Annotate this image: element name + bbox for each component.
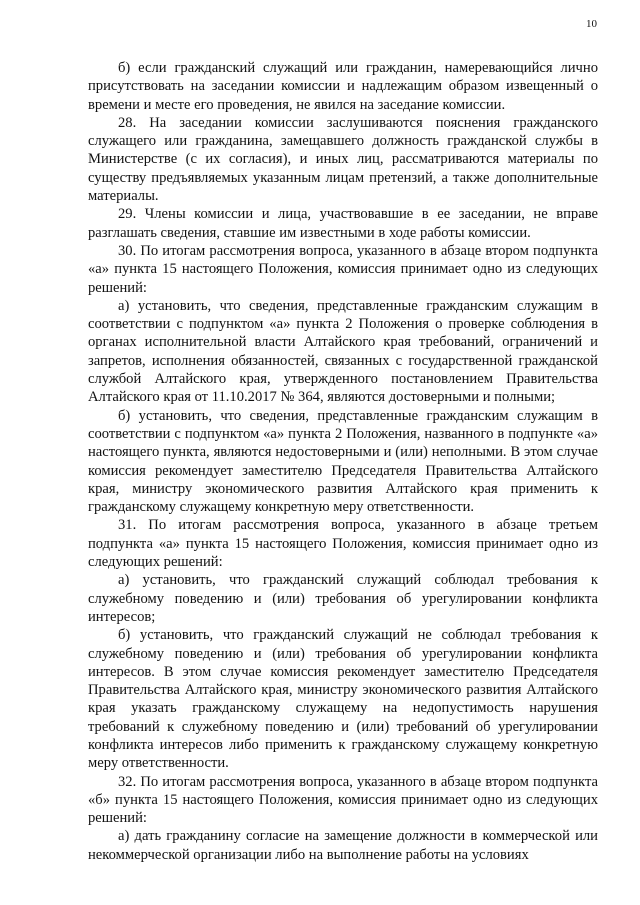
paragraph-31a: а) установить, что гражданский служащий соблюдал требования к служебному поведению и (или) требования об урегулировании конфликта интересов; xyxy=(88,572,598,625)
paragraph-29: 29. Члены комиссии и лица, участвовавшие в ее заседании, не вправе разглашать сведения, ставшие им известными в ходе работы комиссии. xyxy=(88,206,598,241)
paragraph-31: 31. По итогам рассмотрения вопроса, указанного в абзаце третьем подпункта «а» пункта 15 настоящего Положения, комиссия принимает одно из следующих решений: xyxy=(88,517,598,571)
paragraph-30a: а) установить, что сведения, представленные гражданским служащим в соответствии с подпунктом «а» пункта 2 Положения о проверке соблюдения в органах исполнительной власти Алтайского края требований, ограничений и запретов, исполнения обязанностей, связанных с государственной гражданской службой Алтайского края, утвержденного постановлением Правительства Алтайского края от 11.10.2017 № 364, являются достоверными и полными; xyxy=(88,297,598,406)
document-body xyxy=(88,59,598,864)
paragraph-31b: б) установить, что гражданский служащий не соблюдал требования к служебному поведению и (или) требования об урегулировании конфликта интересов. В этом случае комиссия рекомендует заместителю Председателя Правительства Алтайского края, министру экономического развития Алтайского края указать гражданскому служащему на недопустимость нарушения требований к служебному поведению и (или) требований об урегулировании конфликта интересов либо применить к гражданскому служащему конкретную меру ответственности. xyxy=(88,627,598,772)
paragraph-32a: а) дать гражданину согласие на замещение должности в коммерческой или некоммерческой организации либо на выполнение работы на условиях xyxy=(88,828,598,863)
paragraph-32: 32. По итогам рассмотрения вопроса, указанного в абзаце втором подпункта «б» пункта 15 настоящего Положения, комиссия принимает одно из следующих решений: xyxy=(88,773,598,827)
paragraph-27b: б) если гражданский служащий или гражданин, намеревающийся лично присутствовать на заседании комиссии и надлежащим образом извещенный о времени и месте его проведения, не явился на заседание комиссии. xyxy=(88,60,598,113)
paragraph-28: 28. На заседании комиссии заслушиваются пояснения гражданского служащего или гражданина, замещавшего должность гражданской службы в Министерстве (с их согласия), и иных лиц, рассматриваются материалы по существу предъявляемых указанным лицам претензий, а также дополнительные материалы. xyxy=(88,114,598,205)
paragraph-30b: б) установить, что сведения, представленные гражданским служащим в соответствии с подпунктом «а» пункта 2 Положения, названного в подпункте «а» настоящего пункта, являются недостоверными и (или) неполными. В этом случае комиссия рекомендует заместителю Председателя Правительства Алтайского края, министру экономического развития Алтайского края применить к гражданскому служащему конкретную меру ответственности. xyxy=(88,407,598,516)
page-number: 10 xyxy=(586,18,597,30)
paragraph-30: 30. По итогам рассмотрения вопроса, указанного в абзаце втором подпункта «а» пункта 15 настоящего Положения, комиссия принимает одно из следующих решений: xyxy=(88,242,598,296)
